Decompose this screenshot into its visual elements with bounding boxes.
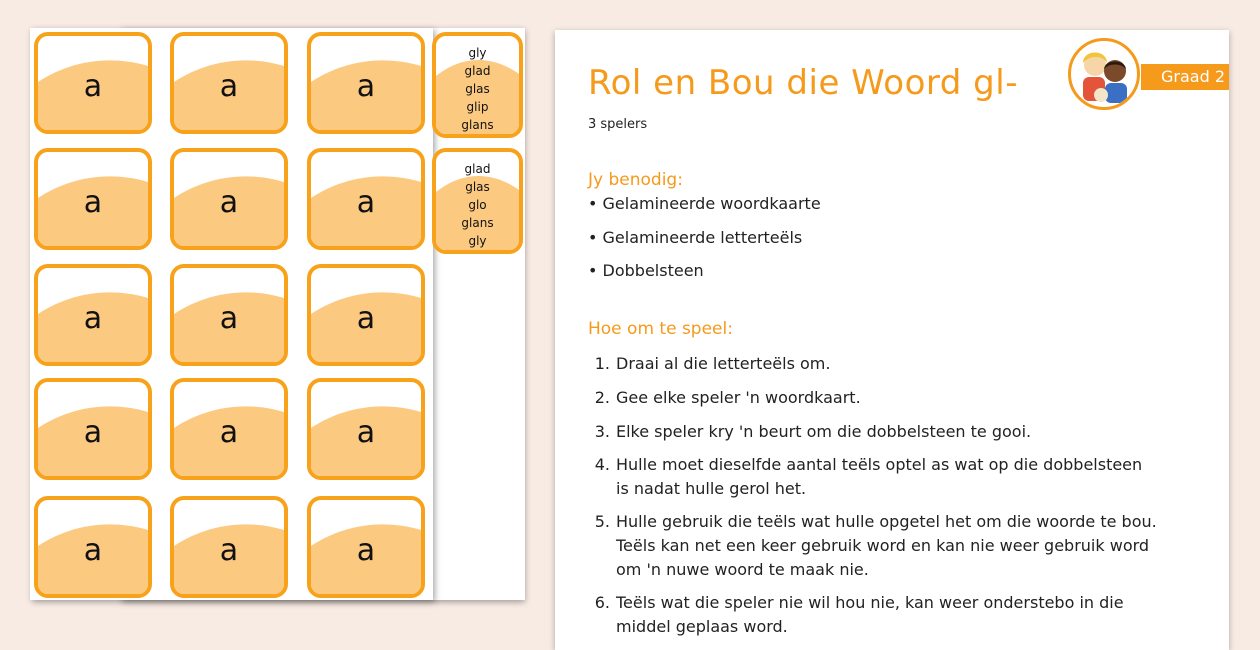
grade-badge: Graad 2	[1141, 64, 1229, 90]
step-number: 1.	[594, 354, 610, 373]
tile-letter: a	[83, 69, 103, 104]
letter-tile	[170, 264, 288, 366]
tile-letter: a	[83, 301, 103, 336]
tile-letter: a	[83, 533, 103, 568]
step-item	[588, 510, 1158, 582]
page-title: Rol en Bou die Woord gl-	[588, 63, 1018, 103]
word-item: gly	[468, 46, 487, 60]
needs-item: • Dobbelsteen	[588, 261, 704, 280]
tile-letter: a	[356, 533, 376, 568]
word-item: glad	[464, 64, 491, 78]
step-number: 2.	[594, 388, 610, 407]
letter-tile	[307, 264, 425, 366]
step-text: Teëls wat die speler nie wil hou nie, kan weer onderstebo in die middel geplaas word.	[616, 593, 1124, 636]
tile-letter: a	[356, 301, 376, 336]
word-item: glo	[468, 198, 487, 212]
word-list	[436, 44, 519, 134]
step-text: Hulle gebruik die teëls wat hulle opgetel het om die woorde te bou. Teëls kan net een keer gebruik word en kan nie weer gebruik word om 'n nuwe woord te maak nie.	[616, 512, 1157, 579]
word-card	[432, 148, 523, 254]
tile-letter: a	[219, 69, 239, 104]
step-item	[588, 352, 1158, 376]
letter-tile	[307, 148, 425, 250]
tile-letter: a	[356, 185, 376, 220]
player-count: 3 spelers	[588, 117, 648, 132]
letter-tile	[34, 32, 152, 134]
letter-tile	[170, 148, 288, 250]
letter-tile	[170, 378, 288, 480]
word-card	[432, 32, 523, 138]
step-text: Draai al die letterteëls om.	[616, 354, 831, 373]
word-item: glans	[461, 118, 494, 132]
word-item: glip	[466, 100, 489, 114]
step-text: Gee elke speler 'n woordkaart.	[616, 388, 861, 407]
step-number: 5.	[594, 512, 610, 531]
letter-tile	[170, 32, 288, 134]
word-item: glans	[461, 216, 494, 230]
letter-tile	[34, 264, 152, 366]
letter-tile	[34, 148, 152, 250]
tile-letter: a	[83, 415, 103, 450]
howto-heading: Hoe om te speel:	[588, 319, 733, 339]
step-number: 3.	[594, 422, 610, 441]
needs-item: • Gelamineerde letterteëls	[588, 228, 803, 247]
tile-letter: a	[356, 69, 376, 104]
letter-tile	[170, 496, 288, 598]
children-mascot-icon	[1068, 38, 1140, 110]
needs-heading: Jy benodig:	[588, 170, 683, 190]
letter-tile	[307, 32, 425, 134]
word-item: gly	[468, 234, 487, 248]
step-number: 6.	[594, 593, 610, 612]
tile-letter: a	[219, 415, 239, 450]
needs-item: • Gelamineerde woordkaarte	[588, 194, 821, 213]
instruction-page	[555, 30, 1229, 650]
step-item	[588, 591, 1158, 639]
word-item: glas	[465, 180, 490, 194]
tile-letter: a	[219, 185, 239, 220]
letter-tile	[307, 378, 425, 480]
letter-tile	[307, 496, 425, 598]
tile-letter: a	[219, 301, 239, 336]
step-item	[588, 453, 1158, 501]
word-list	[436, 160, 519, 250]
step-text: Hulle moet dieselfde aantal teëls optel as wat op die dobbelsteen is nadat hulle gerol het.	[616, 455, 1143, 498]
letter-tile	[34, 378, 152, 480]
word-item: glad	[464, 162, 491, 176]
word-item: glas	[465, 82, 490, 96]
tile-letter: a	[356, 415, 376, 450]
letter-tile-sheet	[30, 28, 433, 600]
step-number: 4.	[594, 455, 610, 474]
step-item	[588, 420, 1158, 444]
tile-letter: a	[83, 185, 103, 220]
step-text: Elke speler kry 'n beurt om die dobbelsteen te gooi.	[616, 422, 1032, 441]
letter-tile	[34, 496, 152, 598]
step-item	[588, 386, 1158, 410]
tile-letter: a	[219, 533, 239, 568]
